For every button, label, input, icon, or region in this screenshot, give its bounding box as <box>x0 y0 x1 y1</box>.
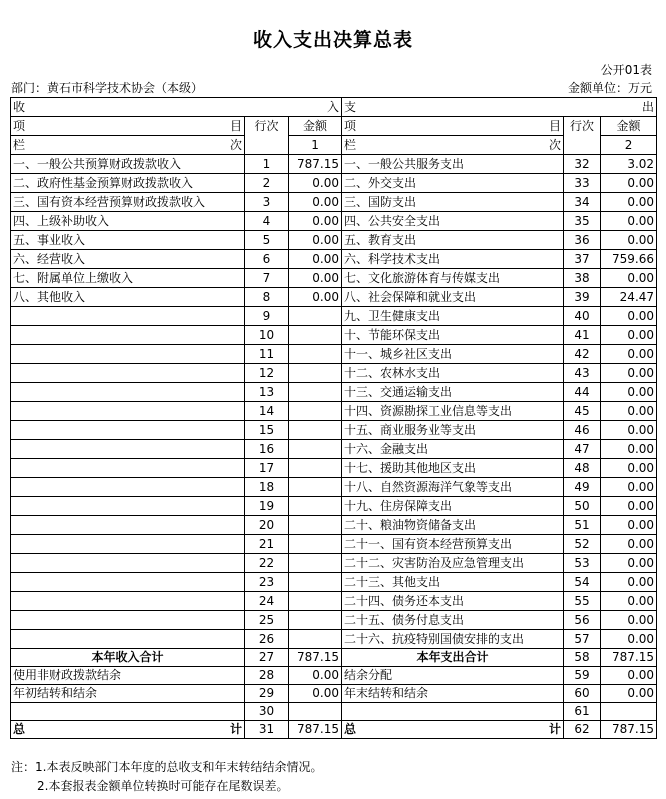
grand-total-label <box>342 721 564 739</box>
income-row-number: 12 <box>245 364 289 383</box>
income-row-number: 11 <box>245 345 289 364</box>
income-amount <box>289 611 342 630</box>
table-row <box>11 516 657 535</box>
income-item-name <box>11 440 245 459</box>
income-amount: 0.00 <box>289 269 342 288</box>
income-amount <box>289 478 342 497</box>
expense-amount: 0.00 <box>601 440 657 459</box>
income-row-number: 14 <box>245 402 289 421</box>
expense-item-name: 十一、城乡社区支出 <box>342 345 564 364</box>
income-item-name: 三、国有资本经营预算财政拨款收入 <box>11 193 245 212</box>
expense-amount: 0.00 <box>601 174 657 193</box>
column-header-right: 次 <box>549 138 562 152</box>
income-row-number: 6 <box>245 250 289 269</box>
income-amount <box>289 703 342 721</box>
expense-amount: 0.00 <box>601 554 657 573</box>
item-header-right: 目 <box>549 119 562 133</box>
income-header-left: 收 <box>13 100 26 114</box>
expense-item-name: 十六、金融支出 <box>342 440 564 459</box>
expense-amount: 0.00 <box>601 516 657 535</box>
grand-total-row <box>11 721 657 739</box>
expense-item-name: 二十四、债务还本支出 <box>342 592 564 611</box>
expense-item-header <box>342 117 564 136</box>
expense-header-left: 支 <box>344 100 357 114</box>
expense-row-number: 61 <box>564 703 601 721</box>
expense-column-number: 2 <box>601 136 657 155</box>
income-amount <box>289 383 342 402</box>
expense-item-name: 十五、商业服务业等支出 <box>342 421 564 440</box>
income-row-number: 19 <box>245 497 289 516</box>
expense-amount: 0.00 <box>601 307 657 326</box>
income-row-number: 29 <box>245 685 289 703</box>
grand-total-right: 计 <box>549 722 562 736</box>
income-amount <box>289 402 342 421</box>
income-item-name: 七、附属单位上缴收入 <box>11 269 245 288</box>
income-row-number: 3 <box>245 193 289 212</box>
expense-row-number: 42 <box>564 345 601 364</box>
expense-amount: 0.00 <box>601 573 657 592</box>
income-item-name: 八、其他收入 <box>11 288 245 307</box>
income-amount <box>289 421 342 440</box>
expense-item-name: 二十一、国有资本经营预算支出 <box>342 535 564 554</box>
income-row-number: 21 <box>245 535 289 554</box>
header-row-columns <box>11 136 657 155</box>
expense-row-number: 37 <box>564 250 601 269</box>
table-row <box>11 326 657 345</box>
expense-grand-total: 787.15 <box>601 721 657 739</box>
expense-row-number: 39 <box>564 288 601 307</box>
income-item-name <box>11 402 245 421</box>
expense-amount: 0.00 <box>601 630 657 649</box>
expense-row-number: 59 <box>564 667 601 685</box>
expense-rowno-header: 行次 <box>564 117 601 155</box>
expense-row-number: 51 <box>564 516 601 535</box>
income-item-name <box>11 573 245 592</box>
income-item-name <box>11 516 245 535</box>
table-row <box>11 174 657 193</box>
expense-amount: 0.00 <box>601 611 657 630</box>
expense-amount-header: 金额 <box>601 117 657 136</box>
note-2: 2.本套报表金额单位转换时可能存在尾数误差。 <box>37 779 289 793</box>
expense-row-number: 53 <box>564 554 601 573</box>
income-item-name <box>11 611 245 630</box>
income-row-number: 27 <box>245 649 289 667</box>
expense-item-name: 十三、交通运输支出 <box>342 383 564 402</box>
total-row <box>11 649 657 667</box>
income-total-name: 年初结转和结余 <box>11 685 245 703</box>
income-amount: 0.00 <box>289 231 342 250</box>
income-row-number: 2 <box>245 174 289 193</box>
expense-row-number: 50 <box>564 497 601 516</box>
income-item-name <box>11 459 245 478</box>
expense-row-number: 60 <box>564 685 601 703</box>
table-row <box>11 630 657 649</box>
table-row <box>11 364 657 383</box>
header-row-items <box>11 117 657 136</box>
expense-total-name <box>342 703 564 721</box>
income-row-number: 7 <box>245 269 289 288</box>
expense-amount: 0.00 <box>601 459 657 478</box>
expense-row-number: 52 <box>564 535 601 554</box>
item-header-right: 目 <box>229 119 242 133</box>
expense-row-number: 49 <box>564 478 601 497</box>
table-row <box>11 573 657 592</box>
income-row-number: 18 <box>245 478 289 497</box>
expense-amount: 0.00 <box>601 421 657 440</box>
grand-total-right: 计 <box>229 722 242 736</box>
expense-row-number: 48 <box>564 459 601 478</box>
expense-item-name: 八、社会保障和就业支出 <box>342 288 564 307</box>
expense-row-number: 35 <box>564 212 601 231</box>
income-column-header <box>11 136 245 155</box>
income-row-number: 1 <box>245 155 289 174</box>
income-item-name <box>11 383 245 402</box>
expense-item-name: 二十六、抗疫特别国债安排的支出 <box>342 630 564 649</box>
income-row-number: 5 <box>245 231 289 250</box>
notes <box>11 758 322 796</box>
income-row-number: 10 <box>245 326 289 345</box>
expense-row-number: 58 <box>564 649 601 667</box>
expense-row-number: 56 <box>564 611 601 630</box>
income-row-number: 31 <box>245 721 289 739</box>
income-item-name <box>11 326 245 345</box>
income-amount: 787.15 <box>289 155 342 174</box>
expense-amount <box>601 703 657 721</box>
income-row-number: 26 <box>245 630 289 649</box>
income-amount: 0.00 <box>289 212 342 231</box>
item-header-left: 项 <box>344 119 357 133</box>
expense-row-number: 57 <box>564 630 601 649</box>
table-row <box>11 231 657 250</box>
total-row <box>11 685 657 703</box>
column-header-left: 栏 <box>13 138 26 152</box>
expense-amount: 759.66 <box>601 250 657 269</box>
income-amount <box>289 307 342 326</box>
income-amount <box>289 326 342 345</box>
income-item-name <box>11 535 245 554</box>
income-item-name: 四、上级补助收入 <box>11 212 245 231</box>
income-item-name <box>11 421 245 440</box>
expense-row-number: 62 <box>564 721 601 739</box>
table-row <box>11 421 657 440</box>
expense-item-name: 二、外交支出 <box>342 174 564 193</box>
expense-item-name: 十四、资源勘探工业信息等支出 <box>342 402 564 421</box>
expense-row-number: 46 <box>564 421 601 440</box>
income-amount <box>289 364 342 383</box>
expense-amount: 0.00 <box>601 212 657 231</box>
expense-amount: 0.00 <box>601 592 657 611</box>
income-header-cell <box>11 98 342 117</box>
total-row <box>11 703 657 721</box>
income-item-name: 一、一般公共预算财政拨款收入 <box>11 155 245 174</box>
income-amount <box>289 497 342 516</box>
expense-amount: 0.00 <box>601 269 657 288</box>
expense-item-name: 四、公共安全支出 <box>342 212 564 231</box>
table-row <box>11 212 657 231</box>
income-amount <box>289 630 342 649</box>
income-row-number: 13 <box>245 383 289 402</box>
expense-item-name: 十二、农林水支出 <box>342 364 564 383</box>
income-amount: 787.15 <box>289 649 342 667</box>
table-row <box>11 440 657 459</box>
table-row <box>11 307 657 326</box>
expense-row-number: 33 <box>564 174 601 193</box>
income-amount-header: 金额 <box>289 117 342 136</box>
expense-item-name: 三、国防支出 <box>342 193 564 212</box>
table-row <box>11 269 657 288</box>
expense-row-number: 34 <box>564 193 601 212</box>
income-item-name: 二、政府性基金预算财政拨款收入 <box>11 174 245 193</box>
table-row <box>11 193 657 212</box>
note-1: 注：1.本表反映部门本年度的总收支和年末转结结余情况。 <box>11 760 323 774</box>
expense-amount: 0.00 <box>601 364 657 383</box>
expense-item-name: 六、科学技术支出 <box>342 250 564 269</box>
expense-amount: 24.47 <box>601 288 657 307</box>
income-item-name <box>11 364 245 383</box>
expense-amount: 0.00 <box>601 478 657 497</box>
expense-amount: 0.00 <box>601 535 657 554</box>
income-item-name <box>11 592 245 611</box>
income-item-name: 五、事业收入 <box>11 231 245 250</box>
expense-total-name: 本年支出合计 <box>342 649 564 667</box>
income-item-header <box>11 117 245 136</box>
income-row-number: 28 <box>245 667 289 685</box>
department-label: 部门：黄石市科学技术协会（本级） <box>11 81 204 95</box>
table-row <box>11 383 657 402</box>
grand-total-label <box>11 721 245 739</box>
expense-total-name: 结余分配 <box>342 667 564 685</box>
income-item-name <box>11 478 245 497</box>
income-amount <box>289 535 342 554</box>
income-row-number: 9 <box>245 307 289 326</box>
page-title: 收入支出决算总表 <box>252 29 413 51</box>
income-column-number: 1 <box>289 136 342 155</box>
income-amount <box>289 516 342 535</box>
table-row <box>11 288 657 307</box>
header-row-income-expense <box>11 98 657 117</box>
expense-row-number: 41 <box>564 326 601 345</box>
income-row-number: 23 <box>245 573 289 592</box>
income-row-number: 22 <box>245 554 289 573</box>
expense-item-name: 十八、自然资源海洋气象等支出 <box>342 478 564 497</box>
expense-row-number: 54 <box>564 573 601 592</box>
table-row <box>11 611 657 630</box>
expense-row-number: 55 <box>564 592 601 611</box>
expense-row-number: 38 <box>564 269 601 288</box>
form-number: 公开01表 <box>600 63 652 77</box>
income-amount <box>289 554 342 573</box>
table-row <box>11 592 657 611</box>
income-item-name <box>11 497 245 516</box>
table-row <box>11 478 657 497</box>
expense-amount: 0.00 <box>601 497 657 516</box>
income-amount: 0.00 <box>289 685 342 703</box>
expense-header-right: 出 <box>642 100 655 114</box>
table-row <box>11 497 657 516</box>
column-header-right: 次 <box>229 138 242 152</box>
income-row-number: 8 <box>245 288 289 307</box>
income-total-name: 本年收入合计 <box>11 649 245 667</box>
expense-item-name: 十七、援助其他地区支出 <box>342 459 564 478</box>
income-amount <box>289 459 342 478</box>
expense-row-number: 32 <box>564 155 601 174</box>
expense-amount: 0.00 <box>601 193 657 212</box>
grand-total-left: 总 <box>13 722 26 736</box>
income-row-number: 15 <box>245 421 289 440</box>
table-row <box>11 554 657 573</box>
income-total-name: 使用非财政拨款结余 <box>11 667 245 685</box>
expense-row-number: 43 <box>564 364 601 383</box>
expense-item-name: 五、教育支出 <box>342 231 564 250</box>
income-item-name <box>11 345 245 364</box>
income-item-name <box>11 630 245 649</box>
expense-row-number: 36 <box>564 231 601 250</box>
income-amount <box>289 440 342 459</box>
income-item-name <box>11 307 245 326</box>
expense-total-name: 年末结转和结余 <box>342 685 564 703</box>
income-row-number: 24 <box>245 592 289 611</box>
table-row <box>11 250 657 269</box>
amount-unit-label: 金额单位：万元 <box>567 81 652 95</box>
income-amount: 0.00 <box>289 250 342 269</box>
table-row <box>11 459 657 478</box>
column-header-left: 栏 <box>344 138 357 152</box>
expense-item-name: 七、文化旅游体育与传媒支出 <box>342 269 564 288</box>
income-amount: 0.00 <box>289 174 342 193</box>
income-amount: 0.00 <box>289 193 342 212</box>
expense-amount: 0.00 <box>601 326 657 345</box>
expense-amount: 787.15 <box>601 649 657 667</box>
income-amount: 0.00 <box>289 667 342 685</box>
income-grand-total: 787.15 <box>289 721 342 739</box>
expense-item-name: 二十、粮油物资储备支出 <box>342 516 564 535</box>
income-row-number: 4 <box>245 212 289 231</box>
table-row <box>11 402 657 421</box>
grand-total-left: 总 <box>344 722 357 736</box>
expense-amount: 0.00 <box>601 345 657 364</box>
expense-amount: 0.00 <box>601 667 657 685</box>
income-amount <box>289 345 342 364</box>
expense-row-number: 47 <box>564 440 601 459</box>
table-row <box>11 535 657 554</box>
income-amount <box>289 592 342 611</box>
expense-amount: 0.00 <box>601 383 657 402</box>
income-expense-table <box>10 97 657 739</box>
expense-item-name: 二十二、灾害防治及应急管理支出 <box>342 554 564 573</box>
expense-item-name: 二十五、债务付息支出 <box>342 611 564 630</box>
table-row <box>11 155 657 174</box>
expense-header-cell <box>342 98 657 117</box>
income-row-number: 20 <box>245 516 289 535</box>
income-total-name <box>11 703 245 721</box>
income-item-name: 六、经营收入 <box>11 250 245 269</box>
income-row-number: 30 <box>245 703 289 721</box>
income-row-number: 17 <box>245 459 289 478</box>
total-row <box>11 667 657 685</box>
expense-row-number: 40 <box>564 307 601 326</box>
expense-row-number: 45 <box>564 402 601 421</box>
expense-item-name: 十九、住房保障支出 <box>342 497 564 516</box>
expense-item-name: 二十三、其他支出 <box>342 573 564 592</box>
income-header-right: 入 <box>327 100 340 114</box>
expense-item-name: 十、节能环保支出 <box>342 326 564 345</box>
expense-row-number: 44 <box>564 383 601 402</box>
income-rowno-header: 行次 <box>245 117 289 155</box>
expense-column-header <box>342 136 564 155</box>
expense-amount: 0.00 <box>601 402 657 421</box>
expense-amount: 0.00 <box>601 231 657 250</box>
item-header-left: 项 <box>13 119 26 133</box>
table-row <box>11 345 657 364</box>
income-amount: 0.00 <box>289 288 342 307</box>
income-item-name <box>11 554 245 573</box>
income-row-number: 25 <box>245 611 289 630</box>
expense-amount: 0.00 <box>601 685 657 703</box>
income-amount <box>289 573 342 592</box>
expense-amount: 3.02 <box>601 155 657 174</box>
expense-item-name: 九、卫生健康支出 <box>342 307 564 326</box>
income-row-number: 16 <box>245 440 289 459</box>
expense-item-name: 一、一般公共服务支出 <box>342 155 564 174</box>
